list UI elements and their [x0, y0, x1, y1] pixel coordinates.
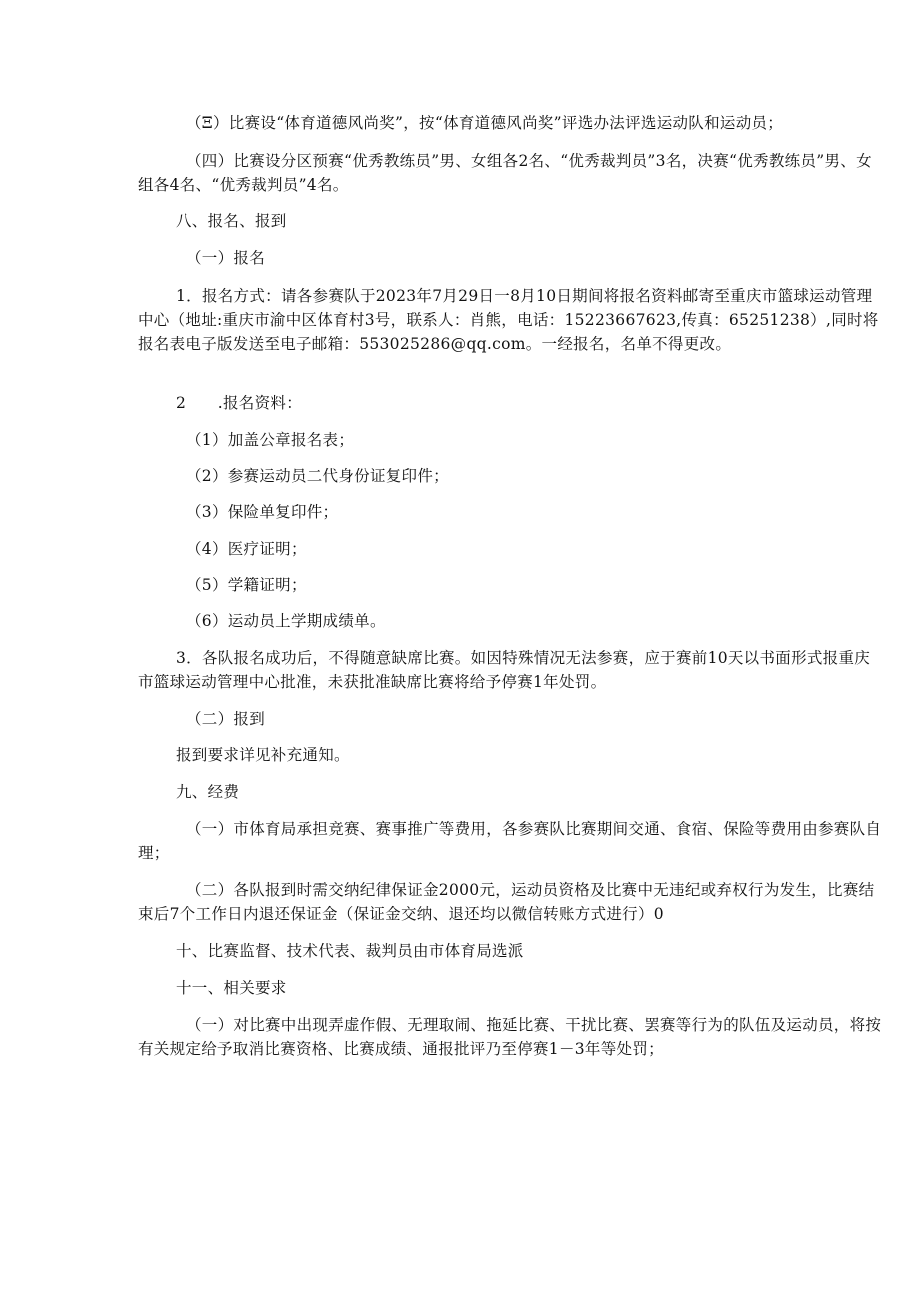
subheading-registration: （一）报名	[186, 249, 266, 267]
subheading-check-in: （二）报到	[186, 710, 266, 728]
list-item-material-6: （6）运动员上学期成绩单。	[186, 612, 386, 630]
section-heading-supervision: 十、比赛监督、技术代表、裁判员由市体育局选派	[176, 942, 524, 960]
list-item-material-2: （2）参赛运动员二代身份证复印件；	[186, 467, 449, 485]
section-heading-funding: 九、经费	[176, 783, 240, 801]
paragraph-registration-method: 1．报名方式：请各参赛队于2023年7月29日一8月10日期间将报名资料邮寄至重庆市篮球运动管理中心（地址:重庆市渝中区体育村3号，联系人：肖熊，电话：15223667623,传真：65251238）,同时将报名表电子版发送至电子邮箱：553025286@qq.com。一经报名，名单不得更改。	[138, 287, 879, 353]
list-item-material-1: （1）加盖公章报名表；	[186, 431, 355, 449]
section-heading-requirements: 十一、相关要求	[176, 979, 287, 997]
paragraph-funding-deposit: （二）各队报到时需交纳纪律保证金2000元，运动员资格及比赛中无违纪或弃权行为发生，比赛结束后7个工作日内退还保证金（保证金交纳、退还均以微信转账方式进行）0	[138, 881, 875, 923]
list-item-material-3: （3）保险单复印件；	[186, 503, 339, 521]
section-heading-registration: 八、报名、报到	[176, 212, 287, 230]
paragraph-absence-rule: 3．各队报名成功后，不得随意缺席比赛。如因特殊情况无法参赛，应于赛前10天以书面形式报重庆市篮球运动管理中心批准，未获批准缺席比赛将给予停赛1年处罚。	[138, 649, 871, 691]
paragraph-check-in-notice: 报到要求详见补充通知。	[176, 746, 350, 764]
paragraph-award-coaches-referees: （四）比赛设分区预赛“优秀教练员”男、女组各2名、“优秀裁判员”3名，决赛“优秀教练员”男、女组各4名、“优秀裁判员”4名。	[138, 152, 872, 194]
paragraph-registration-materials: 2 .报名资料：	[176, 394, 302, 412]
list-item-material-5: （5）学籍证明；	[186, 576, 307, 594]
paragraph-penalties: （一）对比赛中出现弄虚作假、无理取闹、拖延比赛、干扰比赛、罢赛等行为的队伍及运动员，将按有关规定给予取消比赛资格、比赛成绩、通报批评乃至停赛1－3年等处罚；	[138, 1016, 882, 1058]
paragraph-funding-costs: （一）市体育局承担竞赛、赛事推广等费用，各参赛队比赛期间交通、食宿、保险等费用由参赛队自理；	[138, 820, 882, 862]
list-item-material-4: （4）医疗证明；	[186, 540, 307, 558]
paragraph-award-sportsmanship: （Ξ）比赛设“体育道德风尚奖”，按“体育道德风尚奖”评选办法评选运动队和运动员；	[186, 114, 784, 132]
